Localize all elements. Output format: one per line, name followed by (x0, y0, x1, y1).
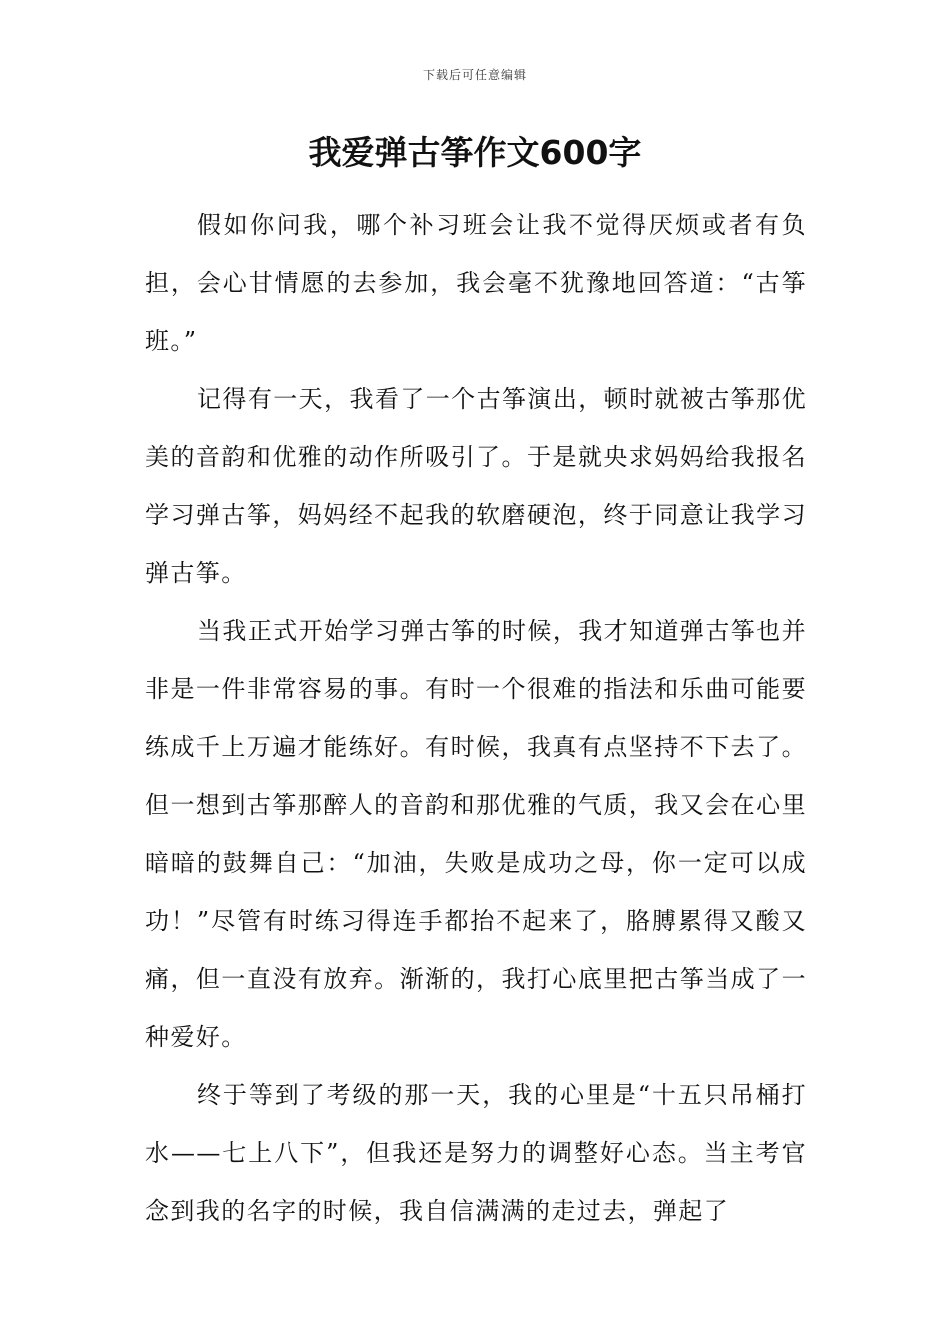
document-title: 我爱弹古筝作文600字 (308, 133, 642, 172)
article-body (145, 196, 807, 1240)
paragraph-4: 终于等到了考级的那一天，我的心里是“十五只吊桶打水——七上八下”，但我还是努力的调整好心态。当主考官念到我的名字的时候，我自信满满的走过去，弹起了 (145, 1081, 807, 1225)
paragraph-2: 记得有一天，我看了一个古筝演出，顿时就被古筝那优美的音韵和优雅的动作所吸引了。于是就央求妈妈给我报名学习弹古筝，妈妈经不起我的软磨硬泡，终于同意让我学习弹古筝。 (145, 385, 807, 587)
paragraph-3: 当我正式开始学习弹古筝的时候，我才知道弹古筝也并非是一件非常容易的事。有时一个很难的指法和乐曲可能要练成千上万遍才能练好。有时候，我真有点坚持不下去了。但一想到古筝那醉人的音韵和那优雅的气质，我又会在心里暗暗的鼓舞自己：“加油，失败是成功之母，你一定可以成功！”尽管有时练习得连手都抬不起来了，胳膊累得又酸又痛，但一直没有放弃。渐渐的，我打心底里把古筝当成了一种爱好。 (145, 617, 807, 1051)
header-note: 下载后可任意编辑 (422, 68, 527, 82)
paragraph-1: 假如你问我，哪个补习班会让我不觉得厌烦或者有负担，会心甘情愿的去参加，我会毫不犹豫地回答道：“古筝班。” (145, 211, 807, 355)
